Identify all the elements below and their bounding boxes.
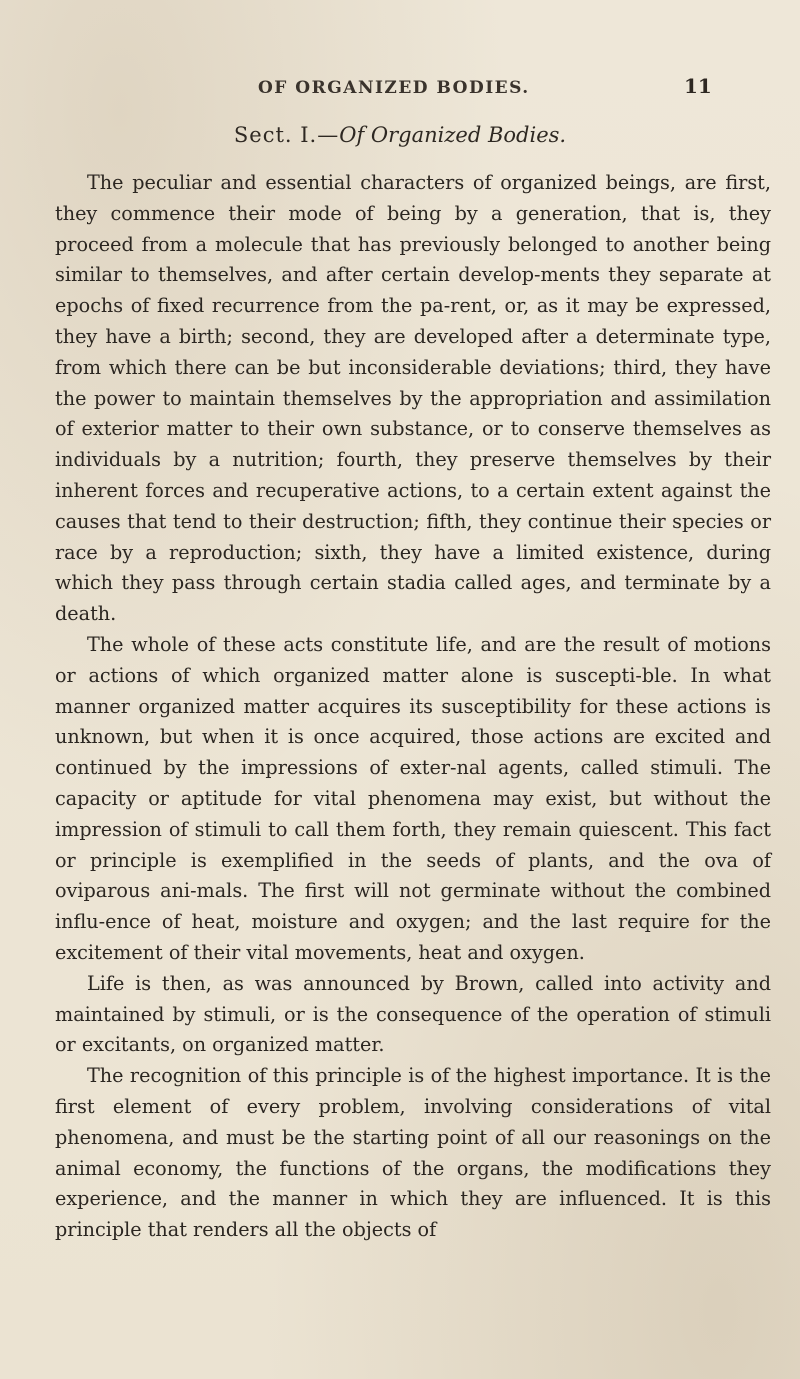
page-number: 11 <box>684 74 712 98</box>
running-head: OF ORGANIZED BODIES. <box>258 78 530 98</box>
paragraph: The whole of these acts constitute life, and are the result of motions or actions of which organized matter alone is suscepti-ble. In what manner organized matter acquires its susceptibility for these actions is unknown, but when it is once acquired, those actions are excited and continued by the impressions of exter-nal agents, called stimuli. The capacity or aptitude for vital phenomena may exist, but without the impression of stimuli to call them forth, they remain quiescent. This fact or principle is exemplified in the seeds of plants, and the ova of oviparous ani-mals. The first will not germinate without the combined influ-ence of heat, moisture and oxygen; and the last require for the excitement of their vital movements, heat and oxygen. <box>55 632 771 964</box>
section-title-text: Of Organized Bodies. <box>339 123 567 147</box>
paragraph: Life is then, as was announced by Brown, called into activity and maintained by stimuli, or is the consequence of the operation of stimuli or excitants, on organized matter. <box>55 971 771 1057</box>
paragraph: The peculiar and essential characters of organized beings, are first, they commence their mode of being by a generation, that is, they proceed from a molecule that has previously belonged to another being similar to themselves, and after certain develop-ments they separate at epochs of fixed recurrence from the pa-rent, or, as it may be expressed, they have a birth; second, they are developed after a determinate type, from which there can be but inconsiderable deviations; third, they have the power to maintain themselves by the appropriation and assimilation of exterior matter to their own substance, or to conserve themselves as individuals by a nutrition; fourth, they preserve themselves by their inherent forces and recuperative actions, to a certain extent against the causes that tend to their destruction; fifth, they continue their species or race by a reproduction; sixth, they have a limited existence, during which they pass through certain stadia called ages, and terminate by a death. <box>55 171 771 626</box>
section-title <box>0 123 800 147</box>
section-title-prefix: Sect. I.— <box>233 123 340 147</box>
paragraph: The recognition of this principle is of the highest importance. It is the first element of every problem, involving considerations of vital phenomena, and must be the starting point of all our reasonings on the animal economy, the functions of the organs, the modifications they experience, and the manner in which they are influenced. It is this principle that renders all the objects of <box>55 1064 771 1242</box>
body-text <box>55 168 771 1246</box>
